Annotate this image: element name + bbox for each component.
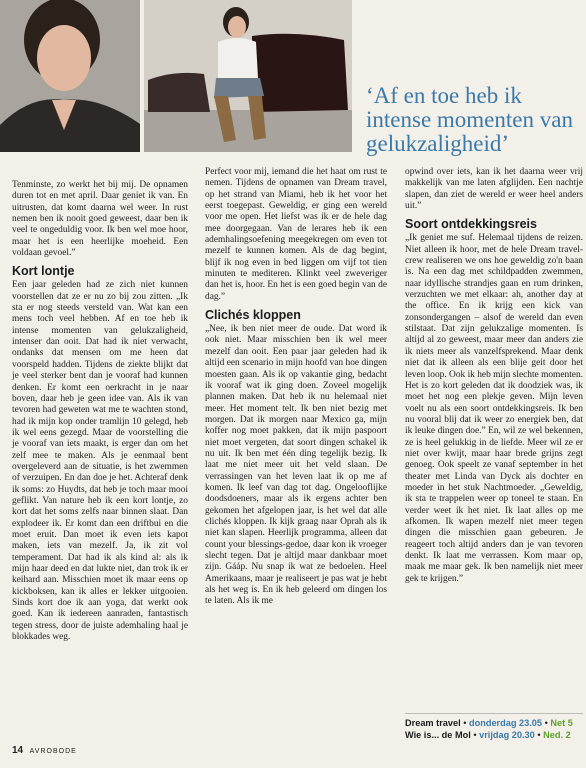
section-heading: Kort lontje [12, 264, 75, 279]
section-heading: Soort ontdekkingsreis [405, 217, 537, 232]
paragraph: Een jaar geleden had ze zich niet kunnen voorstellen dat ze er nu zo bij zou zitten. „Ik sta er nog steeds versteld van. Wat kan een mens toch veel hebben. Af en toe heb ik intense momenten van gelukzaligheid, intenser dan ooit. Dat had ik niet verwacht, ondanks dat mensen om me heen dat voorspeld hadden. Tijdens de ziekte blijkt dat je veel sterker bent dan je vooraf had kunnen denken. Er komt een oerkracht in je naar boven, daar heb je geen idee van. Als ik van tevoren had geweten wat me te wachten stond, had ik mijn kop onder tramlijn 10 gelegd, heb ik wel eens gezegd. Maar de voorstelling die je vooraf van iets maakt, is erger dan om het zelf mee te maken. Als je eenmaal bent overgeleverd aan de situatie, is het zwemmen of verzuipen. En dan doe je het. Achteraf denk ik soms: zo Huydts, dat heb je toch maar mooi geflikt. Van nature heb ik een kort lontje, zo kort dat het soms zelfs naar binnen slaat. Dan explodeer ik. Er komt dan een driftbui en die moet eruit. Dan moet ik even iets kapot maken, iets van mezelf. Ja, ik zit vol temperament. Dat had ik als kind al: als ik mijn haar deed en dat lukte niet, dan trok ik er keihard aan. Misschien moet ik maar eens op kickboksen, kan ik alles er lekker uitgooien. Sinds kort doe ik aan yoga, dat werkt ook goed. Kan ik iedereen aanraden, fantastisch tegen stress, door de juiste ademhaling haal je blokkades weg. [12, 280, 188, 643]
airtime: vrijdag 20.30 [479, 730, 535, 740]
article-column-1 [12, 180, 188, 643]
separator: • [460, 718, 469, 728]
separator: • [534, 730, 544, 740]
broadcast-line [405, 729, 583, 741]
page-footer [12, 745, 77, 756]
portrait-photo [0, 0, 140, 152]
paragraph: Tenminste, zo werkt het bij mij. De opnamen duren tot en met april. Daar geniet ik van. En uitrusten, dat komt daarna wel weer. In rust nemen ben ik nooit goed geweest, daar ben ik veel te ongeduldig voor. Ik ben wel moe hoor, maar het is een heerlijke moeheid. Een voldaan gevoel.” [12, 180, 188, 259]
show-title: Dream travel [405, 718, 461, 728]
separator: • [542, 718, 551, 728]
paragraph: „Nee, ik ben niet meer de oude. Dat word ik ook niet. Maar misschien ben ik wel meer mezelf dan ooit. Een paar jaar geleden had ik altijd een scenario in mijn hoofd van hoe dingen moesten gaan. Als ik op vakantie ging, bedacht ik vooraf wat ik ging doen. Zoveel mogelijk plannen maken. Dat heb ik nu helemaal niet meer. Het moment telt. Ik ben niet bezig met morgen. Dat ik morgen naar Mexico ga, mijn koffer nog moet pakken, dat ik mijn paspoort niet moet vergeten, dat soort dingen schakel ik nu uit. Ik ben met één ding tegelijk bezig. Ik laat me niet meer uit het veld slaan. De verrassingen van het leven laat ik op me af komen. Ik leef van dag tot dag. Ongelooflijke doodsdoeners, maar als ik ergens achter ben gekomen het afgelopen jaar, is het wel dat alle clichés kloppen. Ik kijk graag naar Oprah als ik niet kan slapen. Heerlijk programma, alleen dat count your blessings-gedoe, daar kon ik vroeger slecht tegen. Dat je altijd maar dankbaar moet zijn. Gááp. Nu snap ik wat ze bedoelen. Heel Amerikaans, maar je realiseert je pas wat je hebt als het weg is. En ik heb geleerd om dingen los te laten. Als ik me [205, 324, 387, 607]
seated-illustration [144, 0, 352, 152]
paragraph: Perfect voor mij, iemand die het haat om rust te nemen. Tijdens de opnamen van Dream travel, op het strand van Miami, heb ik het voor het eerst toegepast. Geweldig, er ging een wereld voor me open. Het liefst was ik er de hele dag mee doorgegaan. Van de lerares heb ik een ademhalingsoefening meegekregen om even tot mezelf te kunnen komen. Als de dag begint, blijf ik nog even in bed liggen om vijf tot tien minuten te mediteren. Klinkt veel zweveriger dan het is, hoor. En het is een goed begin van de dag.” [205, 167, 387, 302]
show-title: Wie is... de Mol [405, 730, 471, 740]
portrait-illustration [0, 0, 140, 152]
network: Ned. 2 [543, 730, 571, 740]
article-column-2 [205, 167, 387, 608]
pull-quote: ‘Af en toe heb ik intense momenten van gelukzaligheid’ [366, 83, 573, 156]
airtime: donderdag 23.05 [469, 718, 543, 728]
section-heading: Clichés kloppen [205, 308, 301, 323]
paragraph: „Ik geniet me suf. Helemaal tijdens de reizen. Niet alleen ik hoor, met de hele Dream travel-crew realiseren we ons hoe geweldig zo'n baan is. Na een dag met schildpadden zwemmen, naar idyllische strandjes gaan en rum drinken, verzuchten we met elkaar: ah, another day at the office. En ik krijg een kick van zonsondergangen – alsof de wereld dan even stilstaat. Dat zijn gelukzalige momenten. Is altijd al zo geweest, maar meer dan anders zie ik niets meer als vanzelfsprekend. Maar denk niet dat ik alleen als een blije geit door het leven loop. Ook ik heb mijn slechte momenten. Het is zo kort geleden dat ik doodziek was, ik moet het nog een plekje geven. Mijn leven voelt nu als een soort ontdekkingsreis. Ik ben nu vooral blij dat ik weer zo energiek ben, dat ik leuke dingen doe.” En, wil ze wel bekennen, ze is heel gelukkig in de liefde. Meer wil ze er niet over kwijt, maar haar brede grijns zegt genoeg. Ook speelt ze vanaf september in het theater met Linda van Dyck als dochter en moeder in het stuk Nachtmoeder. „Geweldig, ik sta te trappelen weer op toneel te staan. En verder weet ik het niet. Ik laat alles op me afkomen. Ik wapen mezelf niet meer tegen dingen die misschien gaan gebeuren. Je reageert toch altijd anders dan je van tevoren denkt. Ik laat me verrassen. Kom maar op, maak me maar gek. Ik ben namelijk niet meer gek te krijgen.” [405, 233, 583, 584]
seated-photo [144, 0, 352, 152]
article-column-3 [405, 167, 583, 585]
broadcast-info [405, 713, 583, 741]
page-number: 14 [12, 745, 24, 756]
separator: • [470, 730, 480, 740]
paragraph: opwind over iets, kan ik het daarna weer vrij makkelijk van me laten afglijden. Een nachtje slapen, dan ziet de wereld er weer heel anders uit.” [405, 167, 583, 212]
magazine-name: AVROBODE [29, 748, 77, 755]
network: Net 5 [550, 718, 573, 728]
broadcast-line [405, 717, 583, 729]
